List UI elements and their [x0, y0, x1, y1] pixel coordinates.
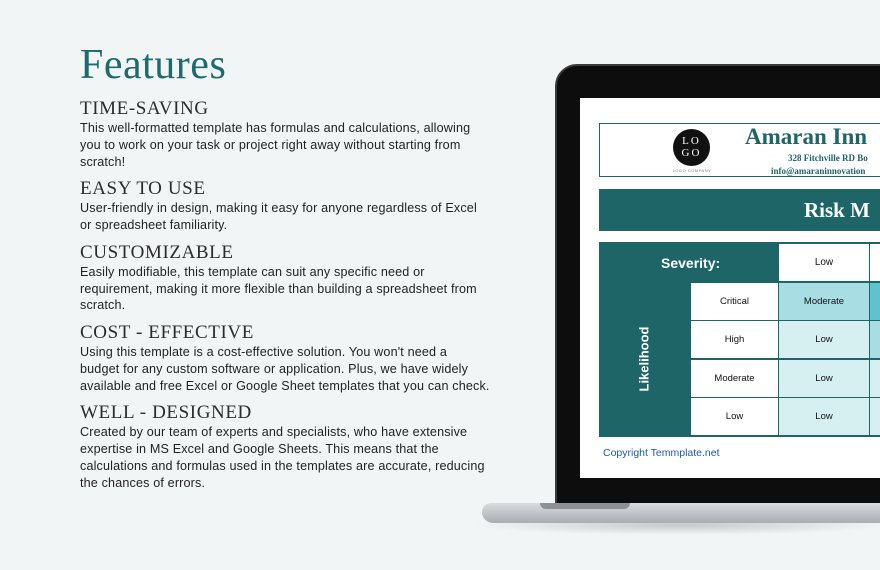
- company-name: Amaran Inn: [745, 124, 868, 149]
- risk-cell[interactable]: Low: [779, 360, 869, 397]
- risk-cell[interactable]: [870, 283, 880, 320]
- severity-label: Severity:: [661, 255, 721, 271]
- laptop-screen: [580, 98, 880, 478]
- feature-text: Using this template is a cost-effective solution. You won't need a budget for any custom software or application. Plus, we have widely available and free Excel or Google Sheet templates that you can check.: [80, 344, 490, 393]
- severity-header-cell[interactable]: [870, 244, 880, 281]
- likelihood-row-label[interactable]: High: [691, 321, 778, 358]
- laptop-base: [482, 503, 880, 523]
- features-section: [80, 42, 490, 499]
- company-email: info@amaraninnovation: [771, 166, 866, 176]
- feature-text: This well-formatted template has formulas and calculations, allowing you to work on your task or project right away without starting from scratch!: [80, 121, 471, 169]
- likelihood-row-label[interactable]: Critical: [691, 283, 778, 320]
- feature-text: User-friendly in design, making it easy for anyone regardless of Excel or spreadsheet familiarity.: [80, 201, 477, 233]
- risk-cell[interactable]: [870, 398, 880, 435]
- risk-cell[interactable]: [870, 360, 880, 397]
- logo-subtext: LOGO COMPANY: [672, 168, 712, 173]
- sheet-title: Risk M: [804, 198, 870, 222]
- feature-time-saving: [80, 98, 490, 170]
- company-address: 328 Fitchville RD Bo: [788, 153, 868, 163]
- feature-heading: EASY TO USE: [80, 178, 206, 200]
- risk-cell[interactable]: Low: [779, 398, 869, 435]
- risk-cell[interactable]: Low: [779, 321, 869, 358]
- feature-customizable: [80, 242, 490, 314]
- risk-cell[interactable]: [870, 321, 880, 358]
- feature-heading: WELL - DESIGNED: [80, 402, 252, 424]
- likelihood-row-label[interactable]: Low: [691, 398, 778, 435]
- company-header: [599, 123, 880, 177]
- company-logo: LO GO: [673, 129, 710, 166]
- feature-text: Created by our team of experts and specialists, who have extensive expertise in MS Excel and Google Sheets. This means that the calculations and formulas used in the templates are accurate, reducing the chances of errors.: [80, 425, 485, 490]
- feature-text: Easily modifiable, this template can suit any specific need or requirement, making it more flexible than building a spreadsheet from scratch.: [80, 264, 477, 313]
- copyright-link[interactable]: Copyright Temmplate.net: [603, 447, 720, 459]
- feature-cost-effective: [80, 322, 490, 394]
- likelihood-row-label[interactable]: Moderate: [691, 360, 778, 397]
- features-title: Features: [80, 42, 227, 88]
- risk-cell[interactable]: Moderate: [779, 283, 869, 320]
- feature-easy-to-use: [80, 178, 490, 233]
- feature-heading: CUSTOMIZABLE: [80, 241, 234, 263]
- feature-heading: COST - EFFECTIVE: [80, 322, 254, 344]
- sheet-title-bar: [599, 189, 880, 231]
- severity-header-cell[interactable]: Low: [779, 244, 869, 281]
- feature-heading: TIME-SAVING: [80, 98, 209, 120]
- laptop-notch: [540, 503, 630, 509]
- likelihood-label: Likelihood: [636, 326, 652, 392]
- feature-well-designed: [80, 402, 490, 491]
